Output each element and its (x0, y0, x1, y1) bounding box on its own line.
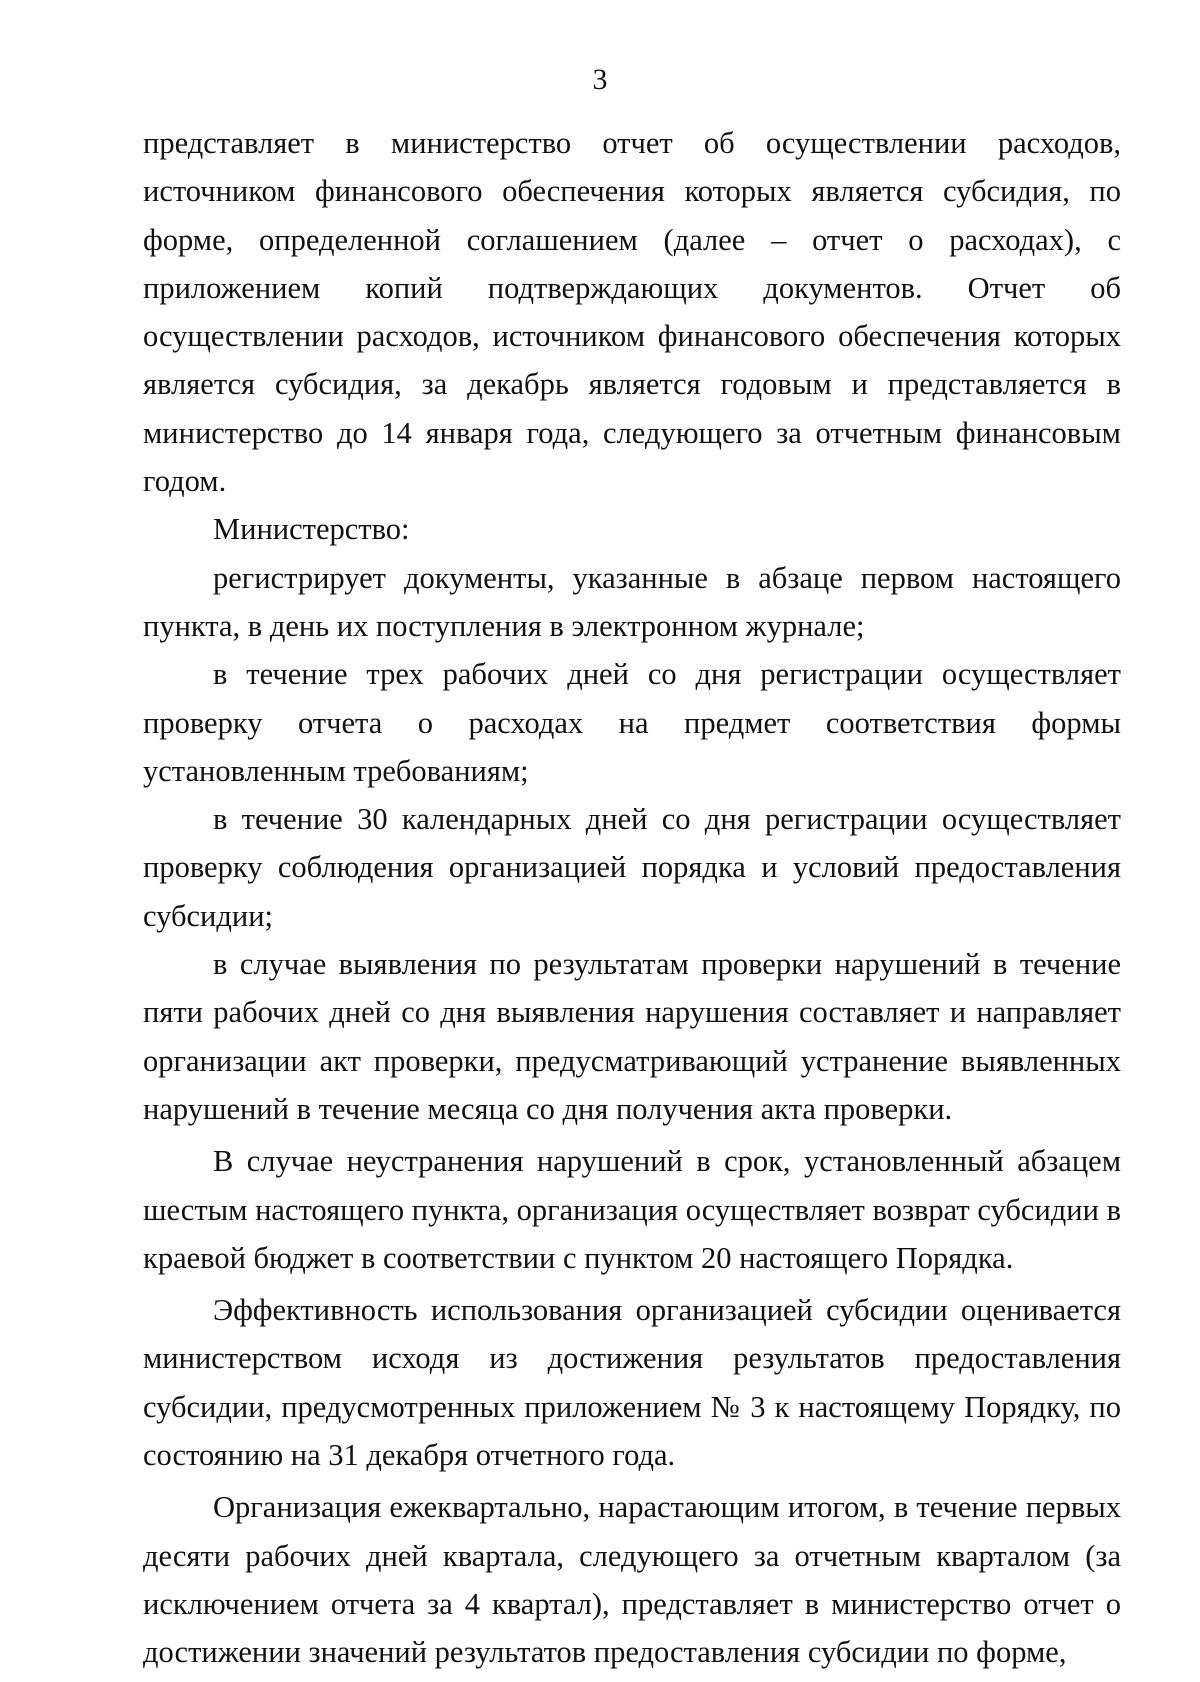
paragraph-thirty-day-check: в течение 30 календарных дней со дня регистрации осуществляет проверку соблюдения организацией порядка и условий предоставления субсидии; (143, 802, 1121, 933)
paragraph-registers-documents: регистрирует документы, указанные в абзаце первом настоящего пункта, в день их поступления в электронном журнале; (143, 560, 1121, 643)
paragraph-violations-act: в случае выявления по результатам проверки нарушений в течение пяти рабочих дней со дня выявления нарушения составляет и направляет организации акт проверки, предусматривающий устранение выявленных нарушений в течение месяца со дня получения акта проверки. (143, 947, 1121, 1126)
paragraph-efficiency: Эффективность использования организацией субсидии оценивается министерством исходя из достижения результатов предоставления субсидии, предусмотренных приложением № 3 к настоящему Порядку, по состоянию на 31 декабря отчетного года. (143, 1293, 1121, 1473)
paragraph-quarterly-report: Организация ежеквартально, нарастающим итогом, в течение первых десяти рабочих дней квартала, следующего за отчетным кварталом (за исключением отчета за 4 квартал), представляет в министерство отчет о достижении значений результатов предоставления субсидии по форме, (143, 1490, 1121, 1670)
paragraph-reporting-expenses: представляет в министерство отчет об осуществлении расходов, источником финансового обеспечения которых является субсидия, по форме, определенной соглашением (далее – отчет о расходах), с приложением копий подтверждающих документов. Отчет об осуществлении расходов, источником финансового обеспечения которых является субсидия, за декабрь является годовым и представляется в министерство до 14 января года, следующего за отчетным финансовым годом. (143, 126, 1121, 499)
page-number: 3 (592, 63, 608, 96)
document-body (143, 119, 1121, 1677)
paragraph-three-day-check: в течение трех рабочих дней со дня регистрации осуществляет проверку отчета о расходах на предмет соответствия формы установленным требованиям; (143, 657, 1121, 788)
paragraph-subsidy-return: В случае неустранения нарушений в срок, установленный абзацем шестым настоящего пункта, организация осуществляет возврат субсидии в краевой бюджет в соответствии с пунктом 20 настоящего Порядка. (143, 1144, 1121, 1275)
paragraph-ministry-heading: Министерство: (213, 512, 410, 547)
